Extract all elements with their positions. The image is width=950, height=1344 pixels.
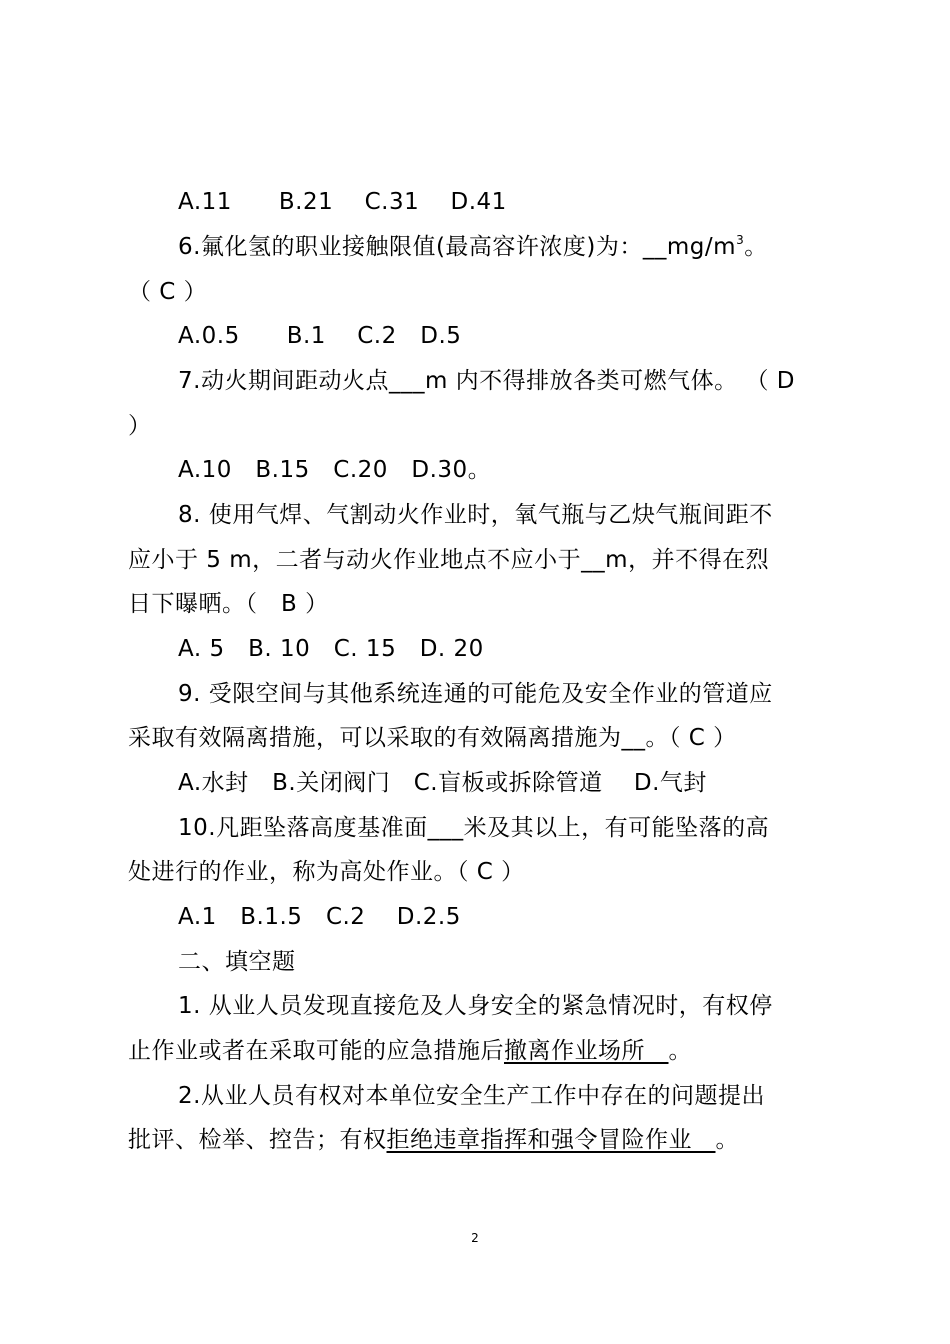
q7-answer: ） [128, 413, 152, 439]
fill1-text: 止作业或者在采取可能的应急措施后 [128, 1038, 504, 1064]
q8-stem-line3: 日下曝晒。（ B ） [128, 591, 329, 617]
q6-options: A.0.5 B.1 C.2 D.5 [178, 323, 462, 349]
page-number: 2 [471, 1231, 479, 1245]
fill2-end: 。 [715, 1127, 739, 1153]
fill2-text: 批评、检举、控告；有权 [128, 1127, 387, 1153]
section-title-fill-blank: 二、填空题 [178, 949, 296, 975]
q6-stem-text: 6.氟化氢的职业接触限值(最高容许浓度)为：__mg/m [178, 234, 737, 260]
q6-answer: （ C ） [128, 279, 208, 305]
q8-options: A. 5 B. 10 C. 15 D. 20 [178, 636, 484, 662]
q7-stem: 7.动火期间距动火点___m 内不得排放各类可燃气体。 （ D [178, 368, 795, 394]
fill2-line2 [128, 1125, 739, 1155]
fill1-end: 。 [668, 1038, 692, 1064]
fill2-answer: 拒绝违章指挥和强令冒险作业 [386, 1127, 716, 1153]
q8-stem-line1: 8. 使用气焊、气割动火作业时，氧气瓶与乙炔气瓶间距不 [178, 502, 773, 528]
q10-stem-line1: 10.凡距坠落高度基准面___米及其以上，有可能坠落的高 [178, 815, 770, 841]
q7-options: A.10 B.15 C.20 D.30。 [178, 457, 492, 483]
q9-stem-line1: 9. 受限空间与其他系统连通的可能危及安全作业的管道应 [178, 681, 773, 707]
q10-stem-line2: 处进行的作业，称为高处作业。（ C ） [128, 859, 525, 885]
q9-stem-line2: 采取有效隔离措施，可以采取的有效隔离措施为__。（ C ） [128, 725, 737, 751]
q6-stem-end: 。 [744, 234, 768, 260]
fill1-line2 [128, 1036, 692, 1066]
q6-stem [178, 232, 768, 262]
q5-options: A.11 B.21 C.31 D.41 [178, 189, 507, 215]
q8-stem-line2: 应小于 5 m，二者与动火作业地点不应小于__m，并不得在烈 [128, 547, 770, 573]
fill1-line1: 1. 从业人员发现直接危及人身安全的紧急情况时，有权停 [178, 993, 773, 1019]
q9-options: A.水封 B.关闭阀门 C.盲板或拆除管道 D.气封 [178, 770, 707, 796]
q10-options: A.1 B.1.5 C.2 D.2.5 [178, 904, 461, 930]
fill1-answer: 撤离作业场所 [504, 1038, 669, 1064]
q6-superscript: 3 [736, 233, 745, 247]
fill2-line1: 2.从业人员有权对本单位安全生产工作中存在的问题提出 [178, 1083, 765, 1109]
